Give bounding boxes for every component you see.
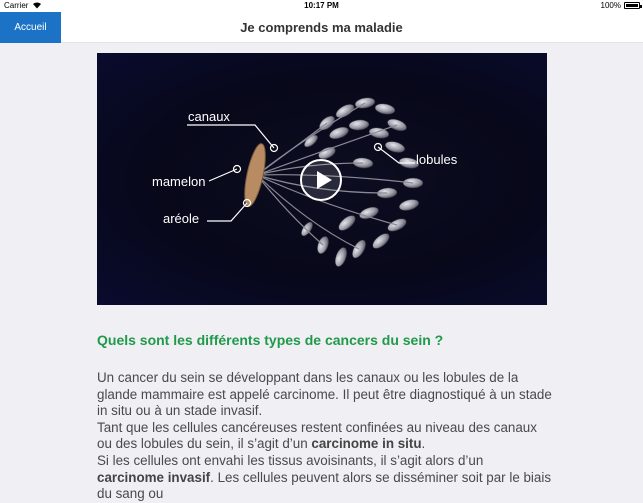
bold-term-carcinome-in-situ: carcinome in situ — [311, 436, 422, 452]
battery-percentage: 100% — [600, 1, 621, 10]
paragraph-text: . Les cellules peuvent alors se disséminer soit par le biais du sang ou — [97, 469, 552, 502]
label-mamelon: mamelon — [152, 174, 206, 189]
paragraph: Un cancer du sein se développant dans les canaux ou les lobules de la glande mammaire est appelé carcinome. Il peut être diagnostiqué à un stade in situ ou à un stade invasif. — [97, 370, 552, 419]
navigation-bar — [0, 12, 643, 43]
video-player[interactable] — [97, 53, 547, 305]
bold-term-carcinome-invasif: carcinome invasif — [97, 469, 211, 485]
paragraph — [97, 420, 552, 453]
battery-icon — [624, 2, 640, 9]
paragraph — [97, 453, 552, 503]
paragraph-text: Tant que les cellules cancéreuses restent confinées au niveau des canaux ou des lobules du sein, il s’agit d’un — [97, 419, 537, 452]
carrier-label: Carrier — [4, 1, 29, 10]
label-lobules: lobules — [416, 152, 458, 167]
play-icon[interactable] — [300, 159, 342, 201]
article-body — [97, 370, 552, 503]
paragraph-text: . — [421, 436, 426, 452]
label-canaux: canaux — [188, 109, 230, 124]
page-title: Je comprends ma maladie — [240, 20, 403, 35]
label-areole: aréole — [163, 211, 200, 226]
paragraph-text: Si les cellules ont envahi les tissus avoisinants, il s’agit alors d’un — [97, 452, 484, 468]
battery-fill — [626, 4, 638, 7]
clock-time: 10:17 PM — [304, 1, 339, 10]
status-bar — [0, 0, 643, 12]
section-heading: Quels sont les différents types de cancers du sein ? — [97, 332, 444, 348]
home-back-button[interactable]: Accueil — [0, 12, 61, 43]
